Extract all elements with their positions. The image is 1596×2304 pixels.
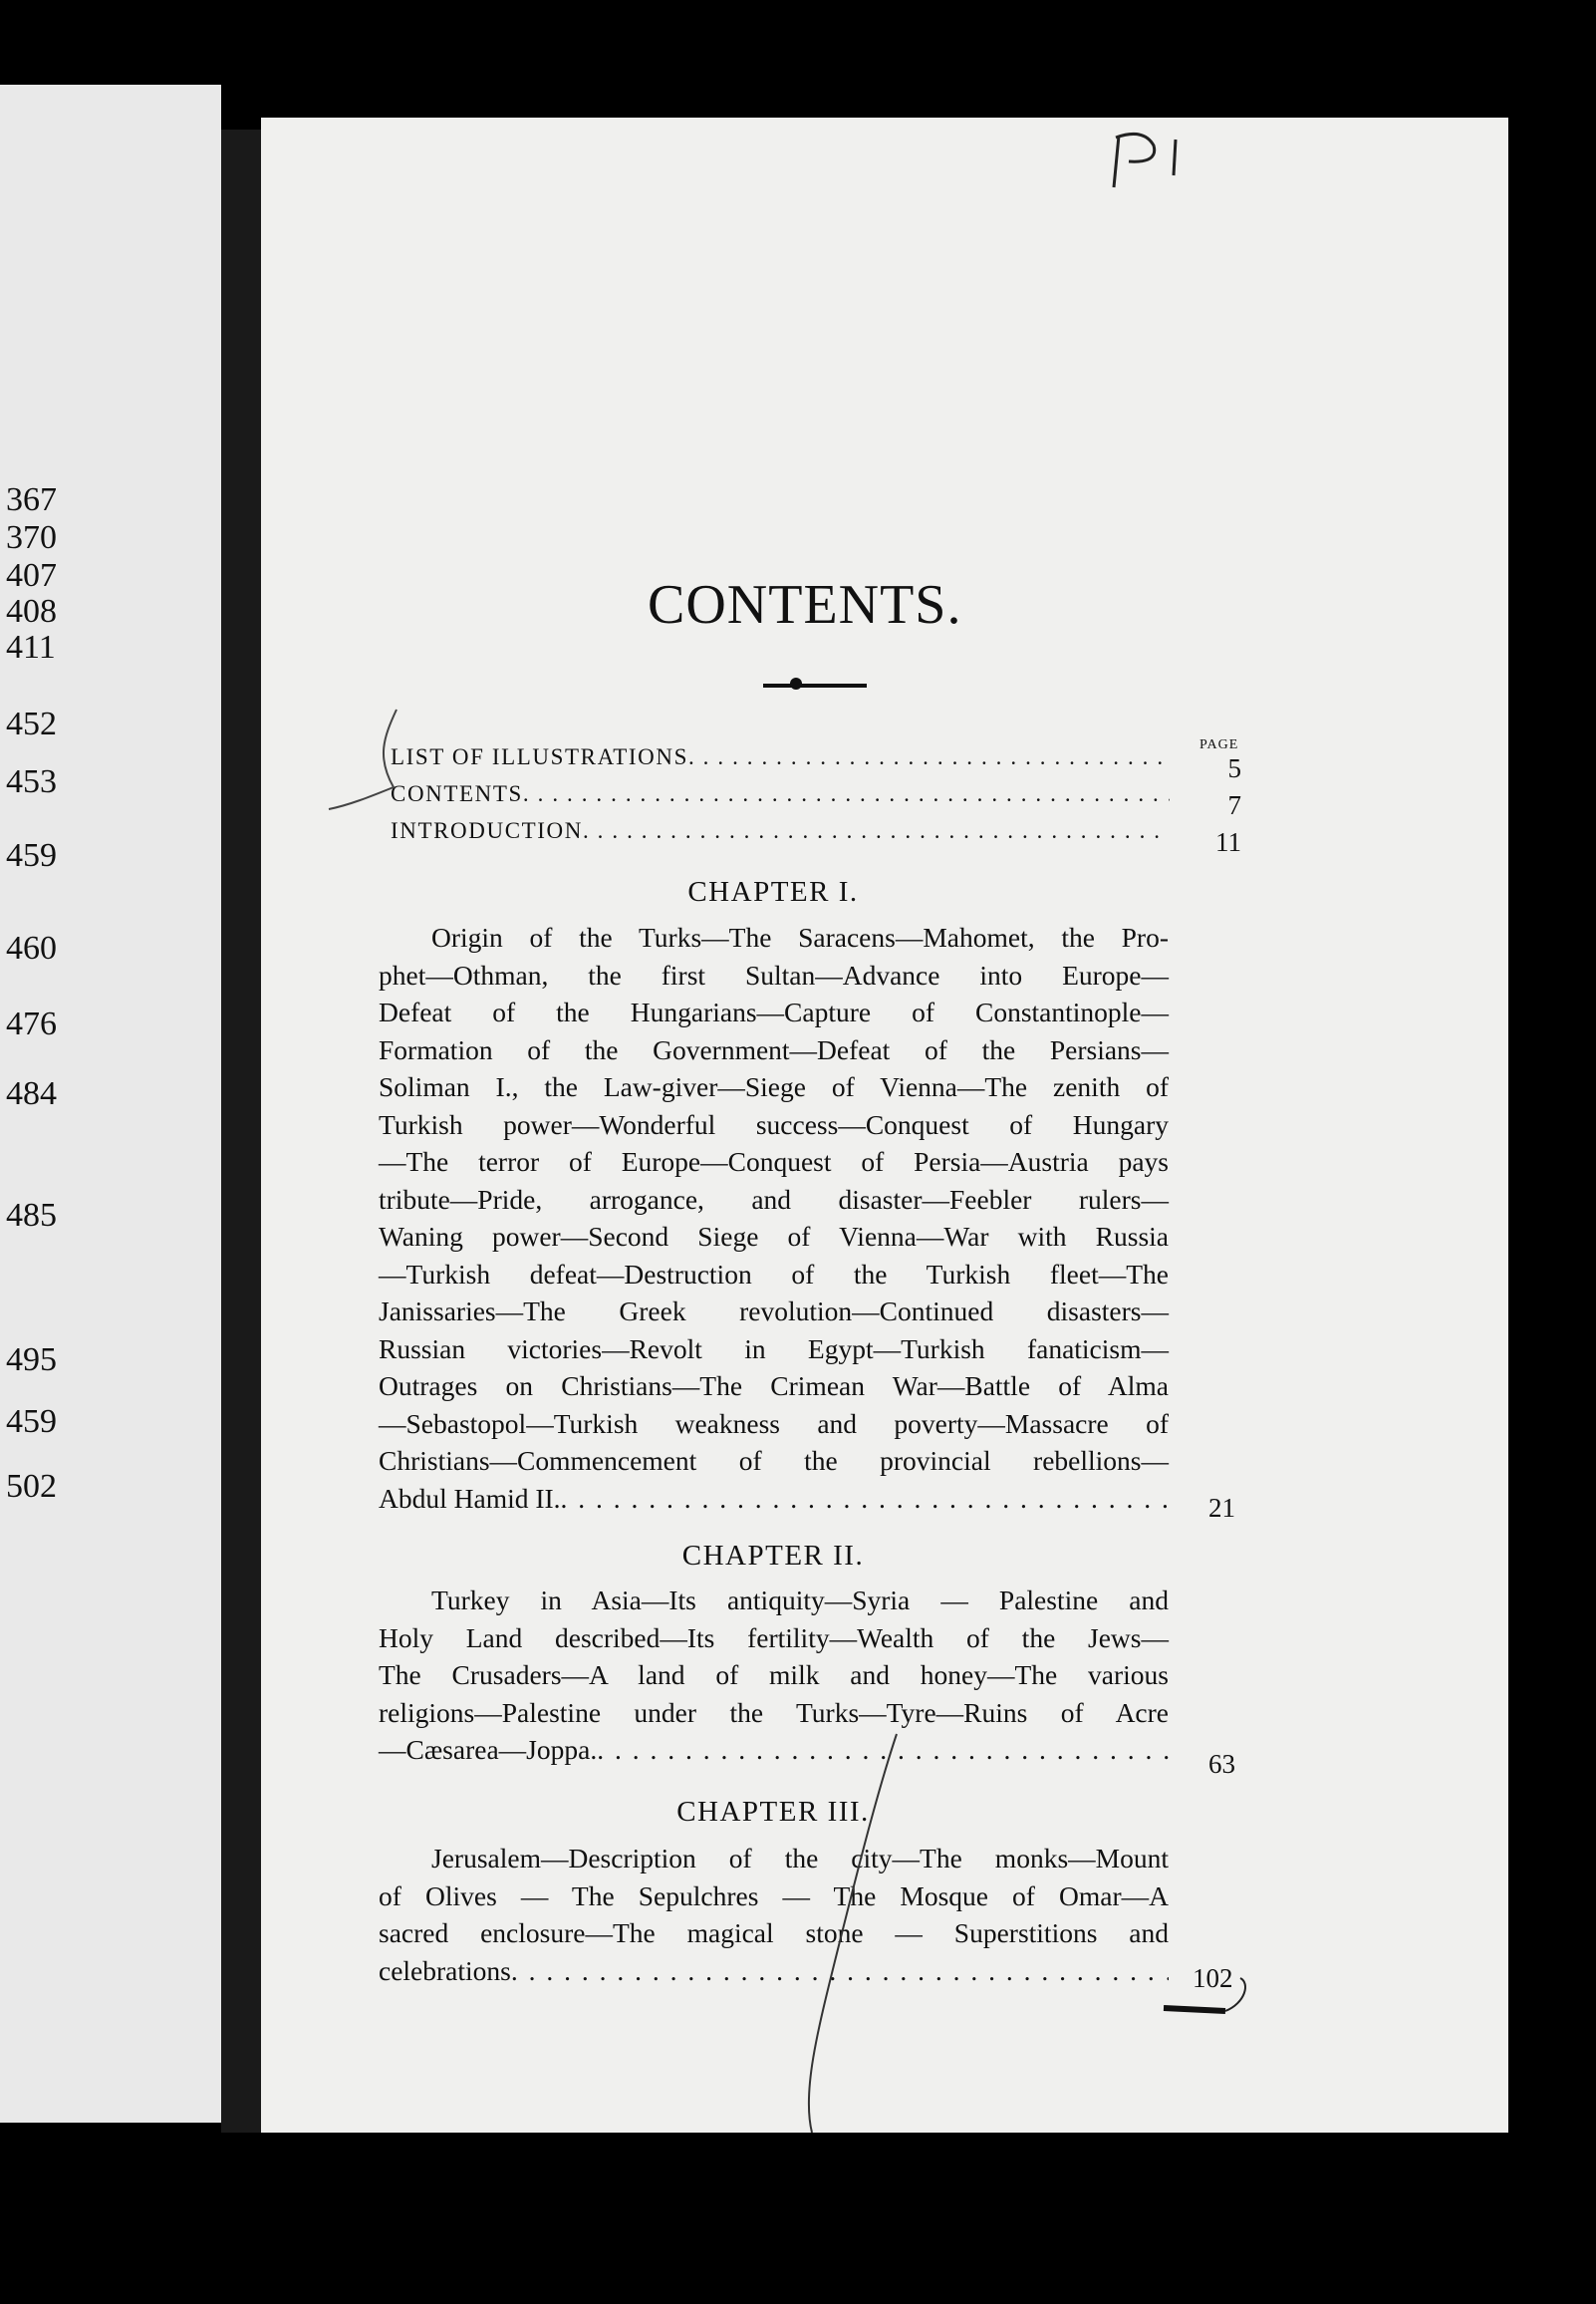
summary-line: Outrages on Christians—The Crimean War—Battle of Alma xyxy=(379,1370,1169,1401)
summary-line: —Sebastopol—Turkish weakness and poverty—Massacre of xyxy=(379,1407,1169,1439)
summary-line: The Crusaders—A land of milk and honey—The various xyxy=(379,1659,1169,1690)
left-page-number: 411 xyxy=(6,629,56,666)
toc-entry-label: LIST OF ILLUSTRATIONS xyxy=(391,744,688,769)
left-page-number: 452 xyxy=(6,706,57,742)
left-page-number: 485 xyxy=(6,1197,57,1234)
summary-line: —Cæsarea—Joppa. xyxy=(379,1734,598,1765)
left-page-number: 502 xyxy=(6,1468,57,1505)
summary-line: religions—Palestine under the Turks—Tyre—Ruins of Acre xyxy=(379,1696,1169,1728)
toc-entry-page: 7 xyxy=(1227,790,1241,820)
left-page-number: 408 xyxy=(6,593,57,630)
left-page-number: 367 xyxy=(6,481,57,518)
left-page-number: 459 xyxy=(6,837,57,874)
summary-line: Turkish power—Wonderful success—Conquest of Hungary xyxy=(379,1108,1169,1140)
summary-line: sacred enclosure—The magical stone — Superstitions and xyxy=(379,1917,1169,1948)
left-page-number: 495 xyxy=(6,1341,57,1378)
summary-line: phet—Othman, the first Sultan—Advance into Europe— xyxy=(379,959,1169,991)
summary-line: Soliman I., the Law-giver—Siege of Vienna—The zenith of xyxy=(379,1071,1169,1102)
summary-line: Jerusalem—Description of the city—The monks—Mount xyxy=(431,1843,1169,1873)
left-page-number: 459 xyxy=(6,1403,57,1440)
summary-line: of Olives — The Sepulchres — The Mosque of Omar—A xyxy=(379,1879,1169,1911)
summary-line: Holy Land described—Its fertility—Wealth of the Jews— xyxy=(379,1621,1169,1653)
chapter-heading: CHAPTER I. xyxy=(687,876,859,908)
summary-line: Waning power—Second Siege of Vienna—War with Russia xyxy=(379,1221,1169,1252)
toc-entry-label: CONTENTS xyxy=(391,781,523,806)
summary-line: —Turkish defeat—Destruction of the Turkish fleet—The xyxy=(379,1258,1169,1290)
page-column-header: PAGE xyxy=(1199,737,1239,752)
page-title: CONTENTS. xyxy=(648,574,962,636)
summary-line: Christians—Commencement of the provincial rebellions— xyxy=(379,1445,1169,1476)
chapter-heading: CHAPTER II. xyxy=(681,1540,865,1572)
summary-line: —The terror of Europe—Conquest of Persia—Austria pays xyxy=(379,1146,1169,1177)
summary-line: Russian victories—Revolt in Egypt—Turkish fanaticism— xyxy=(379,1332,1169,1364)
left-page-number: 460 xyxy=(6,930,57,967)
summary-line: Abdul Hamid II. xyxy=(379,1482,561,1514)
summary-line: celebrations xyxy=(379,1954,511,1986)
chapter-heading: CHAPTER III. xyxy=(676,1796,870,1828)
chapter-page-number: 102 xyxy=(1193,1963,1233,1993)
left-page-number: 407 xyxy=(6,557,57,594)
summary-line: Janissaries—The Greek revolution—Continued disasters— xyxy=(379,1296,1169,1326)
chapter-page-number: 21 xyxy=(1208,1493,1235,1523)
left-page-number: 484 xyxy=(6,1075,57,1112)
summary-line: Origin of the Turks—The Saracens—Mahomet, the Pro- xyxy=(431,922,1169,953)
toc-entry-page: 5 xyxy=(1227,753,1241,783)
summary-line: Defeat of the Hungarians—Capture of Constantinople— xyxy=(379,997,1169,1027)
chapter-page-number: 63 xyxy=(1208,1749,1235,1779)
toc-entry-label: INTRODUCTION xyxy=(391,818,583,843)
left-page-number: 370 xyxy=(6,519,57,556)
left-page-number: 453 xyxy=(6,763,57,800)
summary-line: Turkey in Asia—Its antiquity—Syria — Palestine and xyxy=(431,1584,1169,1615)
summary-line: Formation of the Government—Defeat of the Persians— xyxy=(379,1033,1169,1065)
summary-line: tribute—Pride, arrogance, and disaster—Feebler rulers— xyxy=(379,1183,1169,1215)
left-page-number: 476 xyxy=(6,1006,57,1042)
toc-entry-page: 11 xyxy=(1215,827,1241,857)
